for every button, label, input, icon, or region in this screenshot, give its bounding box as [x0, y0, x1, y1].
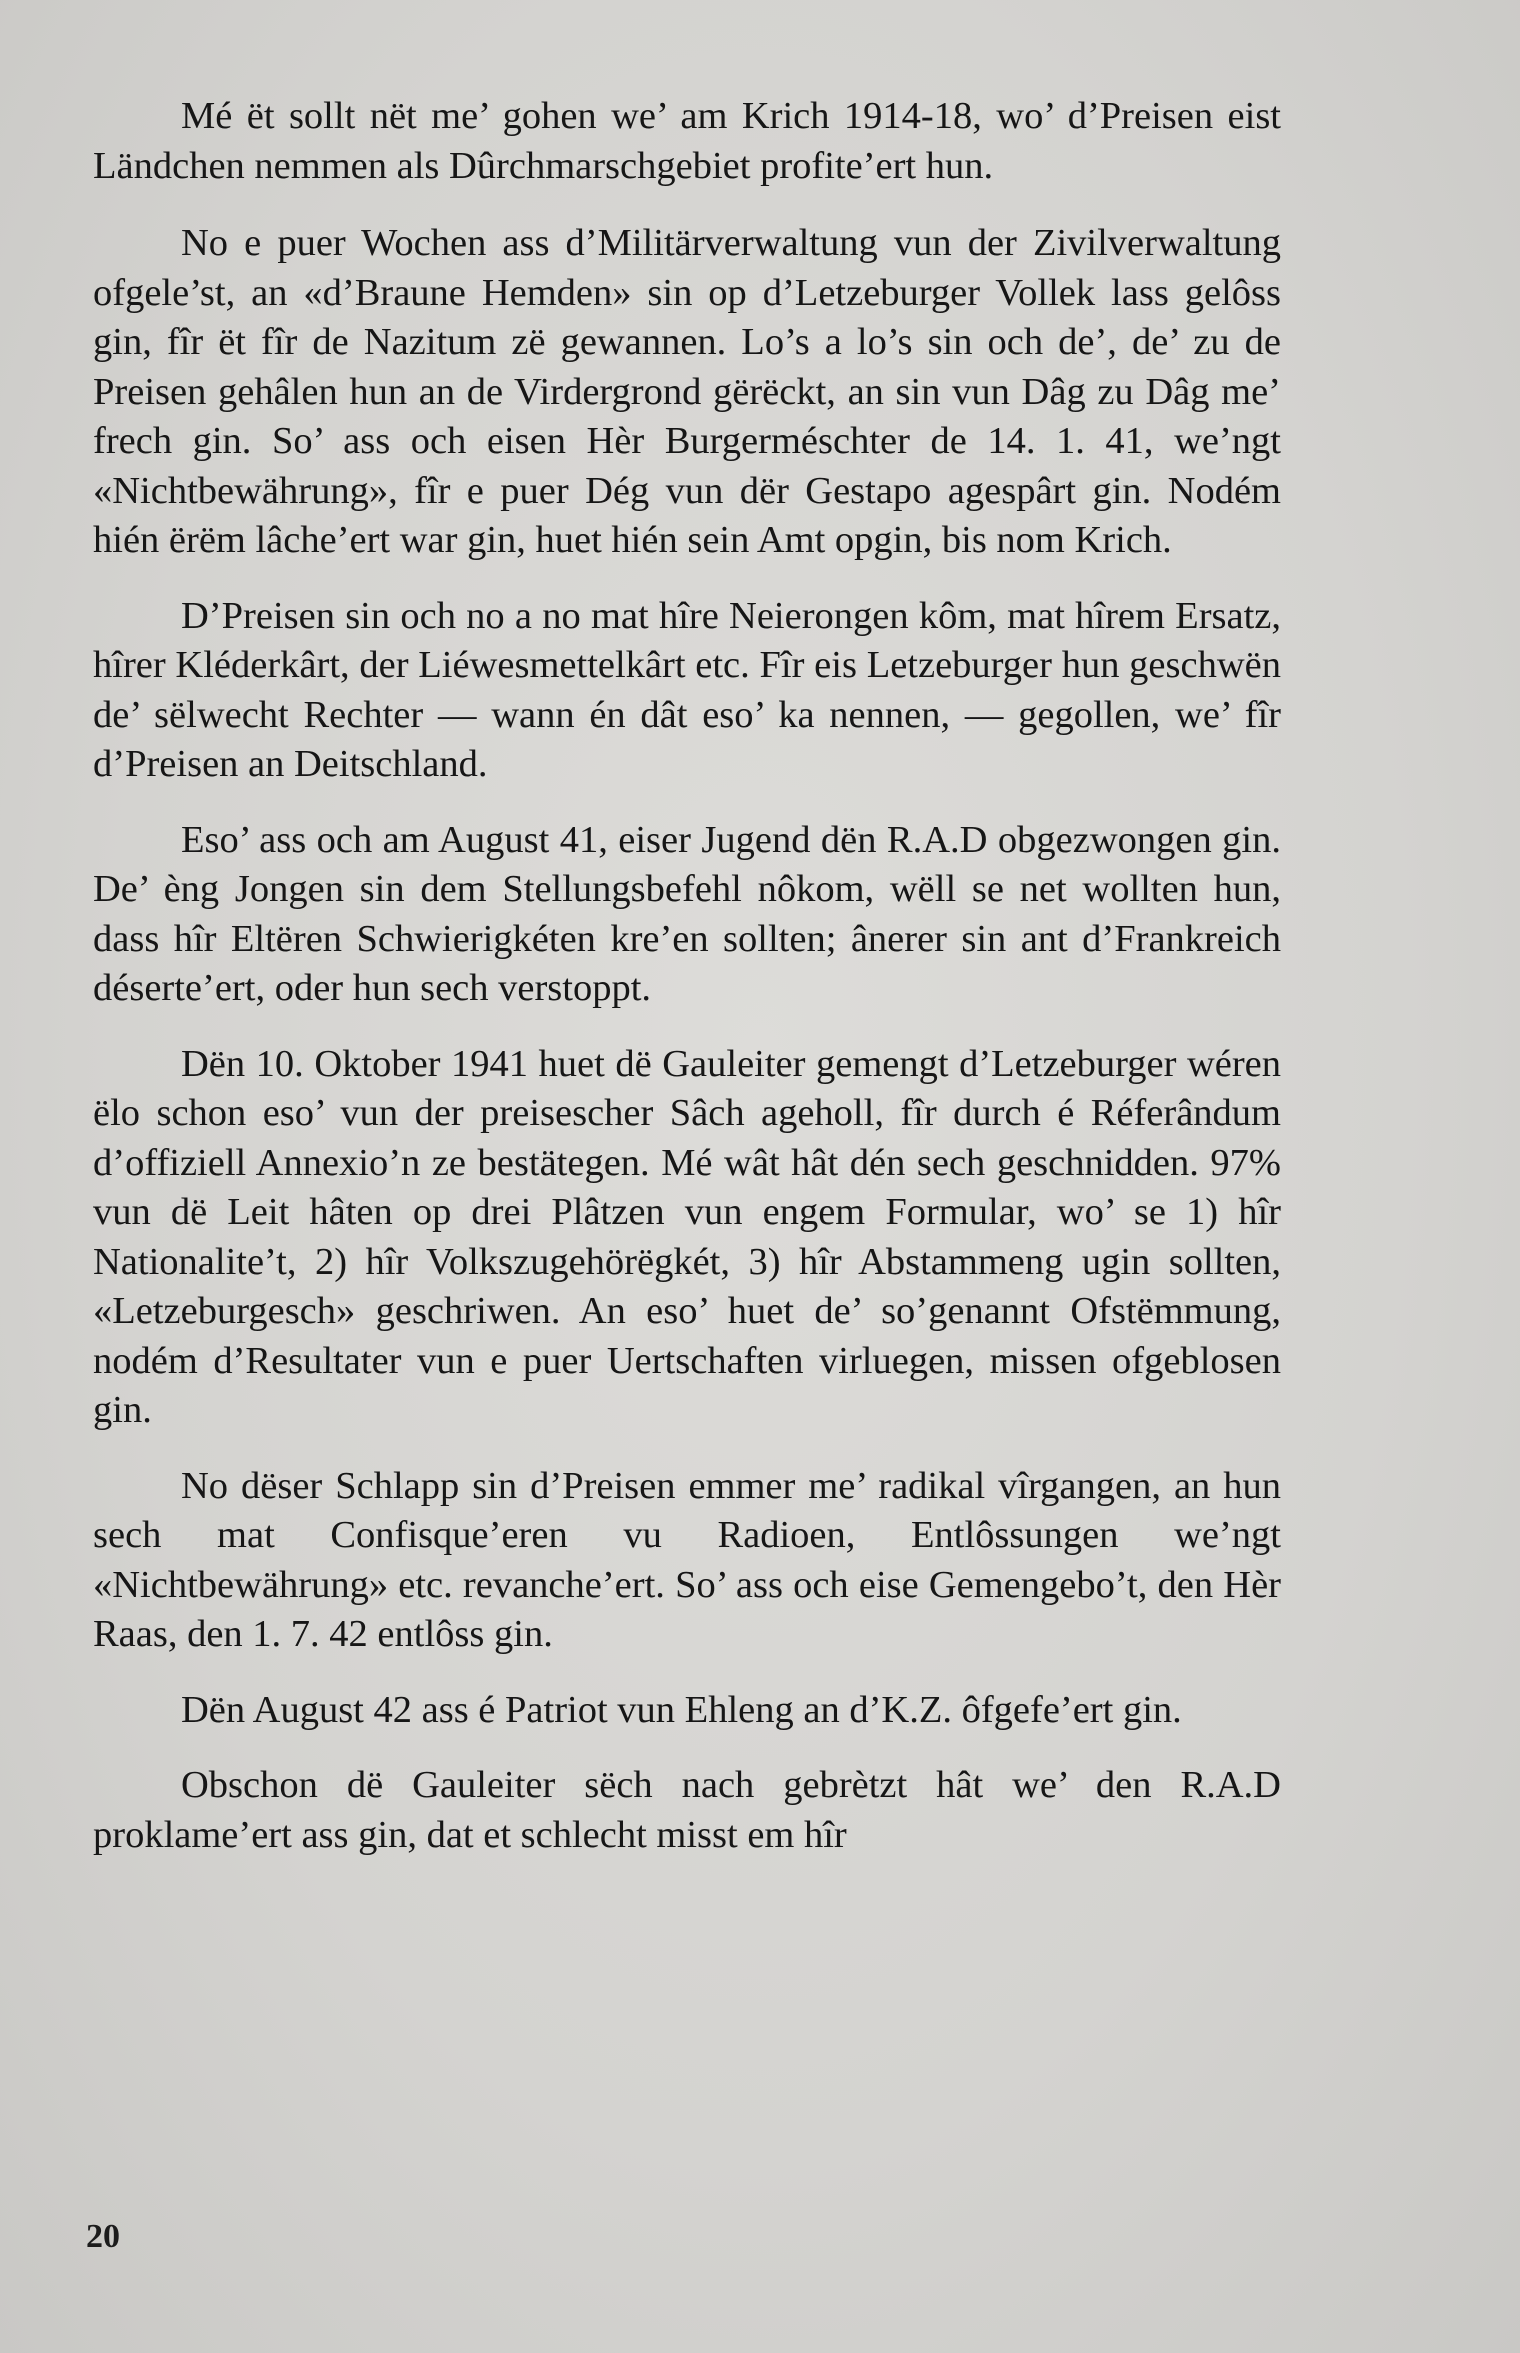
- paragraph: Mé ët sollt nët me’ gohen we’ am Krich 1914-18, wo’ d’Preisen eist Ländchen nemmen als Dûrchmarschgebiet profite’ert hun.: [93, 95, 1281, 187]
- paragraph: No e puer Wochen ass d’Militärverwaltung vun der Zivilverwaltung ofgele’st, an «d’Braune Hemden» sin op d’Letzeburger Vollek lass gelôss gin, fîr ët fîr de Nazitum zë gewannen. Lo’s a lo’s sin och de’, de’ zu de Preisen gehâlen hun an de Virdergrond gërëckt, an sin vun Dâg zu Dâg me’ frech gin. So’ ass och eisen Hèr Burgerméschter de 14. 1. 41, we’ngt «Nichtbewährung», fîr e puer Dég vun dër Gestapo agespârt gin. Nodém hién ërëm lâche’ert war gin, huet hién sein Amt opgin, bis nom Krich.: [93, 222, 1281, 561]
- paragraph: Eso’ ass och am August 41, eiser Jugend dën R.A.D obgezwongen gin. De’ èng Jongen sin dem Stellungsbefehl nôkom, wëll se net wollten hun, dass hîr Eltëren Schwierigkéten kre’en sollten; ânerer sin ant d’Frankreich déserte’ert, oder hun sech verstoppt.: [93, 818, 1281, 1009]
- paragraph: Dën 10. Oktober 1941 huet dë Gauleiter gemengt d’Letzeburger wéren ëlo schon eso’ vun der preisescher Sâch ageholl, fîr durch é Réferândum d’offiziell Annexio’n ze bestätegen. Mé wât hât dén sech geschnidden. 97% vun dë Leit hâten op drei Plâtzen vun engem Formular, wo’ se 1) hîr Nationalite’t, 2) hîr Volkszugehörëgkét, 3) hîr Abstammeng ugin sollten, «Letzeburgesch» geschriwen. An eso’ huet de’ so’genannt Ofstëmmung, nodém d’Resultater vun e puer Uertschaften virluegen, missen ofgeblosen gin.: [93, 1042, 1281, 1431]
- paragraph: D’Preisen sin och no a no mat hîre Neierongen kôm, mat hîrem Ersatz, hîrer Kléderkârt, der Liéwesmettelkârt etc. Fîr eis Letzeburger hun geschwën de’ sëlwecht Rechter — wann én dât eso’ ka nennen, — gegollen, we’ fîr d’Preisen an Deitschland.: [93, 594, 1281, 785]
- paragraph: Obschon dë Gauleiter sëch nach gebrètzt hât we’ den R.A.D proklame’ert ass gin, dat et schlecht misst em hîr: [93, 1764, 1281, 1856]
- paragraph: Dën August 42 ass é Patriot vun Ehleng an d’K.Z. ôfgefe’ert gin.: [181, 1688, 1182, 1731]
- body-text: [93, 92, 1281, 1886]
- page-number: 20: [86, 2218, 120, 2255]
- paragraph: No dëser Schlapp sin d’Preisen emmer me’ radikal vîrgangen, an hun sech mat Confisque’eren vu Radioen, Entlôssungen we’ngt «Nichtbewährung» etc. revanche’ert. So’ ass och eise Gemengebo’t, den Hèr Raas, den 1. 7. 42 entlôss gin.: [93, 1464, 1281, 1655]
